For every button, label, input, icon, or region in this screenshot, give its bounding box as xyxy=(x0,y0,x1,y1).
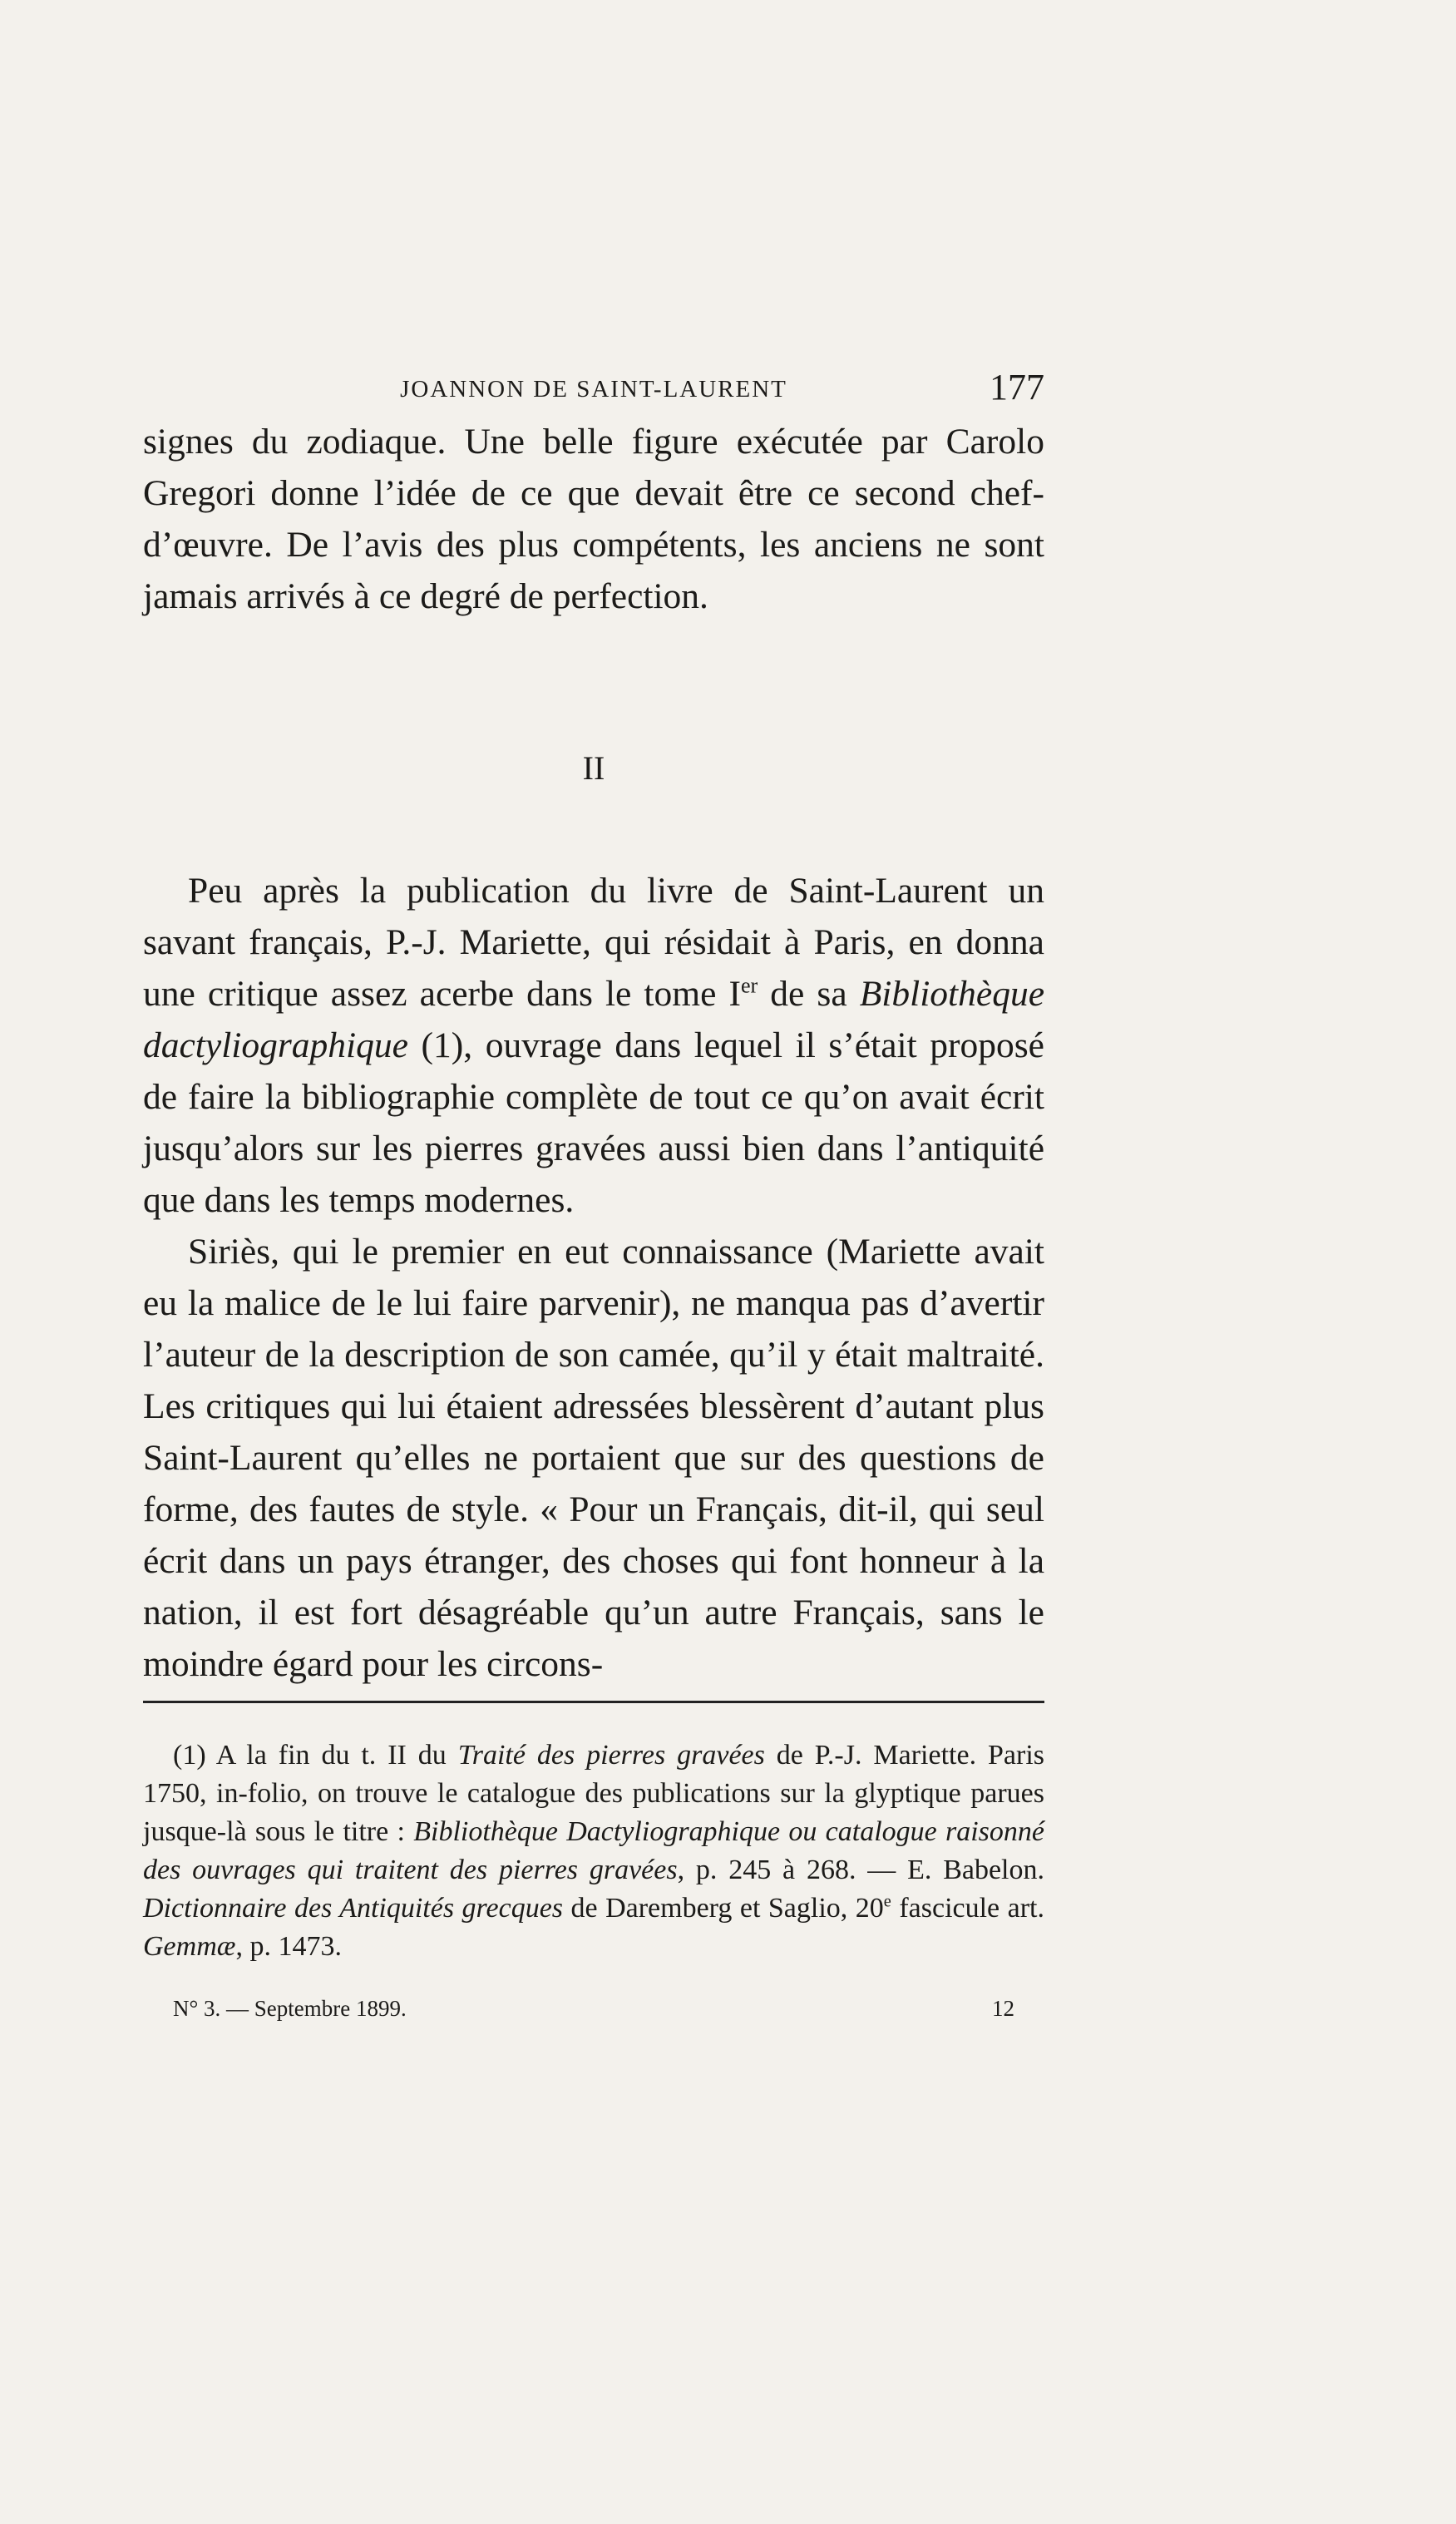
paragraph-1-part3: (1), ouvrage dans lequel il s’était proposé de faire la bibliographie complète de tout ce qu’on avait écrit jusqu’alors sur les pierres gravées aussi bien dans l’antiquité que dans les temps modernes. xyxy=(143,1025,1044,1220)
paragraph-mariette-critique xyxy=(143,865,1044,1226)
footnote-italic-2: Bibliothèque Dactyliographique ou catalogue raisonné des ouvrages qui traitent des pierres gravées xyxy=(143,1816,1045,1885)
paragraph-1-part2: de sa xyxy=(758,974,860,1014)
page-number: 177 xyxy=(990,367,1044,407)
footnotes xyxy=(143,1736,1044,1966)
section-heading: II xyxy=(582,749,605,787)
superscript-er: er xyxy=(740,973,758,998)
footnote-part5: fascicule art. xyxy=(891,1893,1044,1924)
continued-paragraph-text: signes du zodiaque. Une belle figure exécutée par Carolo Gregori donne l’idée de ce que devait être ce second chef-d’œuvre. De l’avis des plus compétents, les anciens ne sont jamais arrivés à ce degré de perfection. xyxy=(143,422,1044,616)
footnote-part2: de P.-J. Mariette. Paris 1750, in-folio, on trouve le catalogue des publications sur la glyptique parues jusque-là sous le titre : xyxy=(143,1740,1044,1847)
footnote-divider xyxy=(143,1701,1044,1703)
book-title-italic: Bibliothèque dactyliographique xyxy=(143,974,1044,1065)
footnote-italic-4: Gemmæ xyxy=(143,1931,236,1962)
main-text xyxy=(143,865,1044,1690)
running-title: JOANNON DE SAINT-LAURENT xyxy=(400,376,787,403)
paragraph-siries: Siriès, qui le premier en eut connaissance (Mariette avait eu la malice de le lui faire parvenir), ne manqua pas d’avertir l’auteur de la description de son camée, qu’il y était maltraité. Les critiques qui lui étaient adressées blessèrent d’autant plus Saint-Laurent qu’elles ne portaient que sur des questions de forme, des fautes de style. « Pour un Français, dit-il, qui seul écrit dans un pays étranger, des choses qui font honneur à la nation, il est fort désagréable qu’un autre Français, sans le moindre égard pour les circons- xyxy=(143,1232,1044,1684)
footnote-superscript: e xyxy=(883,1892,891,1911)
running-header xyxy=(143,366,1044,416)
signature-line xyxy=(173,1996,1014,2029)
footnote-part4: de Daremberg et Saglio, 20 xyxy=(563,1893,884,1924)
footnote-1 xyxy=(143,1736,1044,1966)
footnote-italic-1: Traité des pierres gravées xyxy=(457,1740,765,1771)
sheet-number: 12 xyxy=(992,1996,1014,2021)
footnote-part1: (1) A la fin du t. II du xyxy=(173,1740,458,1771)
footnote-italic-3: Dictionnaire des Antiquités grecques xyxy=(143,1893,564,1924)
issue-date: N° 3. — Septembre 1899. xyxy=(173,1996,407,2021)
paragraph-1-part1: Peu après la publication du livre de Saint-Laurent un savant français, P.-J. Mariette, qui résidait à Paris, en donna une critique assez acerbe dans le tome I xyxy=(143,871,1044,1014)
footnote-part6: , p. 1473. xyxy=(235,1931,342,1962)
continued-paragraph xyxy=(143,416,1044,622)
footnote-part3: , p. 245 à 268. — E. Babelon. xyxy=(677,1855,1044,1885)
